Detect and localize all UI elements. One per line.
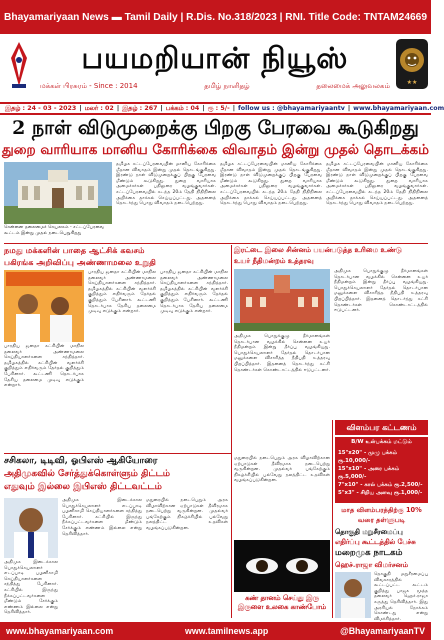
- tagline-office: தலைமைக் அலுவலகம்: [316, 82, 390, 90]
- story6-subheadline-2: மறைமுக நாடகம்: [335, 548, 403, 558]
- story2-subheadline: பகிரங்க அறிவிப்பு அண்ணாமலை உறுதி: [4, 257, 156, 267]
- follow-link[interactable]: follow us : @bhayamariyaantv: [238, 105, 345, 112]
- website-link[interactable]: www.bhayamariyaan.com: [353, 105, 444, 112]
- story1-column-1: தமிழக சட்டப்பேரவையின் மானிய கோரிக்கை மீதான விவாதம் இன்று முதல் தொடங்குகிறது. இரண்டு நாள் விடுமுறைக்குப் பிறகு பேரவை மீண்டும் கூடுகிறது. துறை வாரியாக அமைச்சர்கள் பதிலுரை வழங்குவார்கள். சட்டப்பேரவையில் கடந்த 20ம் தேதி நிதிநிலை அறிக்கை தாக்கல் செய்யப்பட்டது. அதனைத் தொடர்ந்து பொது விவாதம் நடைபெற்றது.: [116, 162, 216, 207]
- story2-column-2: பாரதிய ஜனதா கட்சியின் மாநில தலைவர் அண்ணாமலை செய்தியாளர்களை சந்தித்தார். தமிழகத்தில் கட்சியின் வளர்ச்சி குறித்தும் எதிர்வரும் தேர்தல் குறித்தும் பேசினார். கூட்டணி தொடர்பாக தேசிய தலைமை முடிவு எடுக்கும் என்றார்.: [88, 270, 156, 315]
- ad-rates-subheading: B/W உள்பக்கம் மட்டும்: [351, 439, 412, 445]
- h-raja-photo: [335, 572, 371, 618]
- column-divider: [231, 245, 232, 618]
- story1-column-3: தமிழக சட்டப்பேரவையின் மானிய கோரிக்கை மீதான விவாதம் இன்று முதல் தொடங்குகிறது. இரண்டு நாள் விடுமுறைக்குப் பிறகு பேரவை மீண்டும் கூடுகிறது. துறை வாரியாக அமைச்சர்கள் பதிலுரை வழங்குவார்கள். சட்டப்பேரவையில் கடந்த 20ம் தேதி நிதிநிலை அறிக்கை தாக்கல் செய்யப்பட்டது. அதனைத் தொடர்ந்து பொது விவாதம் நடைபெற்றது.: [326, 162, 428, 207]
- section-divider: [4, 453, 231, 454]
- issue-pages: பக்கம் : 04: [165, 104, 200, 112]
- issue-volume: மலர் : 02: [84, 104, 114, 112]
- main-headline: 2 நாள் விடுமுறைக்கு பிறகு பேரவை கூடுகிறது: [12, 117, 419, 139]
- svg-text:★★: ★★: [406, 79, 418, 86]
- assembly-photo-caption: சென்னை தலைமைச் செயலகம் - சட்டப்பேரவை கூட்டம் இன்று முதல் நடைபெறுகிறது: [4, 225, 105, 236]
- top-banner-text: Bhayamariyaan News ▬ Tamil Daily | R.Dis. No.318/2023 | RNI. Title Code: TNTAM24669: [4, 11, 427, 23]
- story3-headline: இரட்டை இலை சின்னம் பயன்படுத்த உரிமை உண்டு: [234, 245, 403, 254]
- issue-date: இதழ் : 24 - 03 - 2023: [5, 104, 77, 112]
- footer-website-2[interactable]: www.tamilnews.app: [185, 626, 269, 636]
- story2-headline: நமது மக்களின் பாதை ஆட்சிக் கவசம்: [4, 245, 145, 255]
- story4-subheadline-2: எதுவும் இல்லை இபிஎஸ் திட்டவட்டம்: [4, 482, 162, 492]
- eye-donation-caption: கண் தானம் செய்து இரு இருளை உலகை காண்போம்: [237, 594, 327, 611]
- eye-donation-image: [234, 540, 330, 592]
- story3-subheadline: உயர் நீதிமன்றம் உத்தரவு: [234, 256, 314, 265]
- story6-person: ஹெச்.ராஜா விமர்சனம்: [335, 560, 409, 569]
- assembly-building-photo: [4, 162, 112, 224]
- high-court-photo: [234, 269, 330, 331]
- story1-column-2: தமிழக சட்டப்பேரவையின் மானிய கோரிக்கை மீதான விவாதம் இன்று முதல் தொடங்குகிறது. இரண்டு நாள் விடுமுறைக்குப் பிறகு பேரவை மீண்டும் கூடுகிறது. துறை வாரியாக அமைச்சர்கள் பதிலுரை வழங்குவார்கள். சட்டப்பேரவையில் கடந்த 20ம் தேதி நிதிநிலை அறிக்கை தாக்கல் செய்யப்பட்டது. அதனைத் தொடர்ந்து பொது விவாதம் நடைபெற்றது.: [220, 162, 322, 207]
- story4-column-2: அதிமுக இடைக்கால பொதுச்செயலாளர் எடப்பாடி பழனிசாமி செய்தியாளர்களை சந்தித்து பேசினார். கட்சியில் இருந்து நீக்கப்பட்டவர்களை மீண்டும் சேர்க்கும் எண்ணம் இல்லை என்று தெரிவித்தார்.: [4, 560, 58, 616]
- column-divider: [332, 420, 333, 618]
- footer-website[interactable]: www.bhayamariyaan.com: [6, 626, 114, 636]
- story6-column: தொகுதி மறுசீரமைப்பு விவகாரத்தில் கூட்டப்பட்ட கூட்டம் குறித்து பாஜக மூத்த தலைவர் ஹெச்.ராஜா கருத்து தெரிவித்தார். இது அரசியல் நோக்கம் கொண்டது என்று விமர்சித்தார்.: [374, 572, 428, 622]
- story4-headline: சசிகலா, டிடிவி, ஓபிஎஸ் ஆகியோரை: [4, 456, 158, 466]
- annamalai-photo: [4, 270, 84, 342]
- newspaper-title: பயமறியான் நியூஸ்: [81, 41, 349, 75]
- issue-price: ரூ : 5/-: [207, 104, 230, 112]
- ad-rate-half-page: 15"x10" - அரை பக்கம் ரூ.5,000/-: [338, 466, 400, 480]
- eps-photo: [4, 498, 58, 558]
- issue-number: இதழ் : 267: [122, 104, 158, 112]
- ad-discount-note: மாத விளம்பரத்திற்கு 10% வரை தள்ளுபடி: [341, 506, 422, 524]
- story6-subheadline: எதிர்ப்பு கூட்டத்தில் பேச்சு: [335, 538, 416, 546]
- ad-rates-heading: விளம்பர கட்டணம்: [335, 420, 428, 435]
- story4-column-1: அதிமுக இடைக்கால பொதுச்செயலாளர் எடப்பாடி பழனிசாமி செய்தியாளர்களை சந்தித்து பேசினார். கட்சியில் இருந்து நீக்கப்பட்டவர்களை மீண்டும் சேர்க்கும் எண்ணம் இல்லை என்று தெரிவித்தார்.: [62, 498, 142, 537]
- story2-column-3: பாரதிய ஜனதா கட்சியின் மாநில தலைவர் அண்ணாமலை செய்தியாளர்களை சந்தித்தார். தமிழகத்தில் கட்சியின் வளர்ச்சி குறித்தும் எதிர்வரும் தேர்தல் குறித்தும் பேசினார். கூட்டணி தொடர்பாக தேசிய தலைமை முடிவு எடுக்கும் என்றார்.: [160, 270, 228, 315]
- section-divider: [4, 243, 428, 244]
- story4-subheadline: அதிமுகவில் சேர்த்துக்கொள்ளும் திட்டம்: [4, 469, 170, 479]
- footer-bar: [0, 622, 431, 640]
- story5-column-2: மதுரையில் நடைபெறும் அரசு விழாவிற்கான ஏற்பாடுகள் தீவிரமாக நடைபெற்று வருகின்றன. முதல்வர் பங்கேற்கும் நிகழ்ச்சியில் பல்வேறு நலத்திட்ட உதவிகள் வழங்கப்படுகின்றன.: [234, 456, 330, 484]
- issue-info-bar: இதழ் : 24 - 03 - 2023 | மலர் : 02 | இதழ் : 267 | பக்கம் : 04 | ரூ : 5/- | follow us : @bhayamariyaantv | www.bhayamariyaan.com: [0, 102, 431, 115]
- ad-rate-small: 5"x3" - சிறிய அளவு ரூ.1,000/-: [338, 490, 423, 496]
- ad-rates-box: [335, 437, 428, 503]
- pen-logo-icon: [2, 40, 36, 90]
- story3-column-left: அதிமுக பொதுக்குழு தீர்மானங்கள் தொடர்பான வழக்கில் சென்னை உயர் நீதிமன்றம் இன்று தீர்ப்பு வழங்கியது. பொதுச்செயலாளர் தேர்தல் தொடர்பான மனுக்களை விசாரித்த நீதிபதி உத்தரவு பிறப்பித்தார். இதனைத் தொடர்ந்து கட்சி தொண்டர்கள் கொண்டாட்டத்தில் ஈடுபட்டனர்.: [234, 334, 330, 373]
- story5-column: மதுரையில் நடைபெறும் அரசு விழாவிற்கான ஏற்பாடுகள் தீவிரமாக நடைபெற்று வருகின்றன. முதல்வர் பங்கேற்கும் நிகழ்ச்சியில் பல்வேறு நலத்திட்ட உதவிகள் வழங்கப்படுகின்றன.: [146, 498, 228, 531]
- lion-emblem-icon: [395, 38, 429, 90]
- footer-handle[interactable]: @BhayamariyaanTV: [340, 626, 425, 636]
- sub-headline: துறை வாரியாக மானிய கோரிக்கை விவாதம் இன்று முதல் தொடக்கம்: [2, 142, 429, 158]
- story2-column-1: பாரதிய ஜனதா கட்சியின் மாநில தலைவர் அண்ணாமலை செய்தியாளர்களை சந்தித்தார். தமிழகத்தில் கட்சியின் வளர்ச்சி குறித்தும் எதிர்வரும் தேர்தல் குறித்தும் பேசினார். கூட்டணி தொடர்பாக தேசிய தலைமை முடிவு எடுக்கும் என்றார்.: [4, 344, 84, 389]
- masthead-tagline: [40, 82, 390, 96]
- top-banner: [0, 0, 431, 34]
- ad-rate-full-page: 15"x20" - முழு பக்கம் ரூ.10,000/-: [338, 450, 397, 464]
- ad-rate-quarter-page: 7"x10" - கால் பக்கம் ரூ.2,500/-: [338, 482, 423, 488]
- story6-headline: தொகுதி மறுசீரமைப்பு: [335, 528, 403, 536]
- tagline-since: மக்கள் பிரசுரம் - Since : 2014: [40, 82, 138, 90]
- tagline-daily: தமிழ் நாளிதழ்: [204, 82, 250, 90]
- story3-column-right: அதிமுக பொதுக்குழு தீர்மானங்கள் தொடர்பான வழக்கில் சென்னை உயர் நீதிமன்றம் இன்று தீர்ப்பு வழங்கியது. பொதுச்செயலாளர் தேர்தல் தொடர்பான மனுக்களை விசாரித்த நீதிபதி உத்தரவு பிறப்பித்தார். இதனைத் தொடர்ந்து கட்சி தொண்டர்கள் கொண்டாட்டத்தில் ஈடுபட்டனர்.: [334, 269, 428, 314]
